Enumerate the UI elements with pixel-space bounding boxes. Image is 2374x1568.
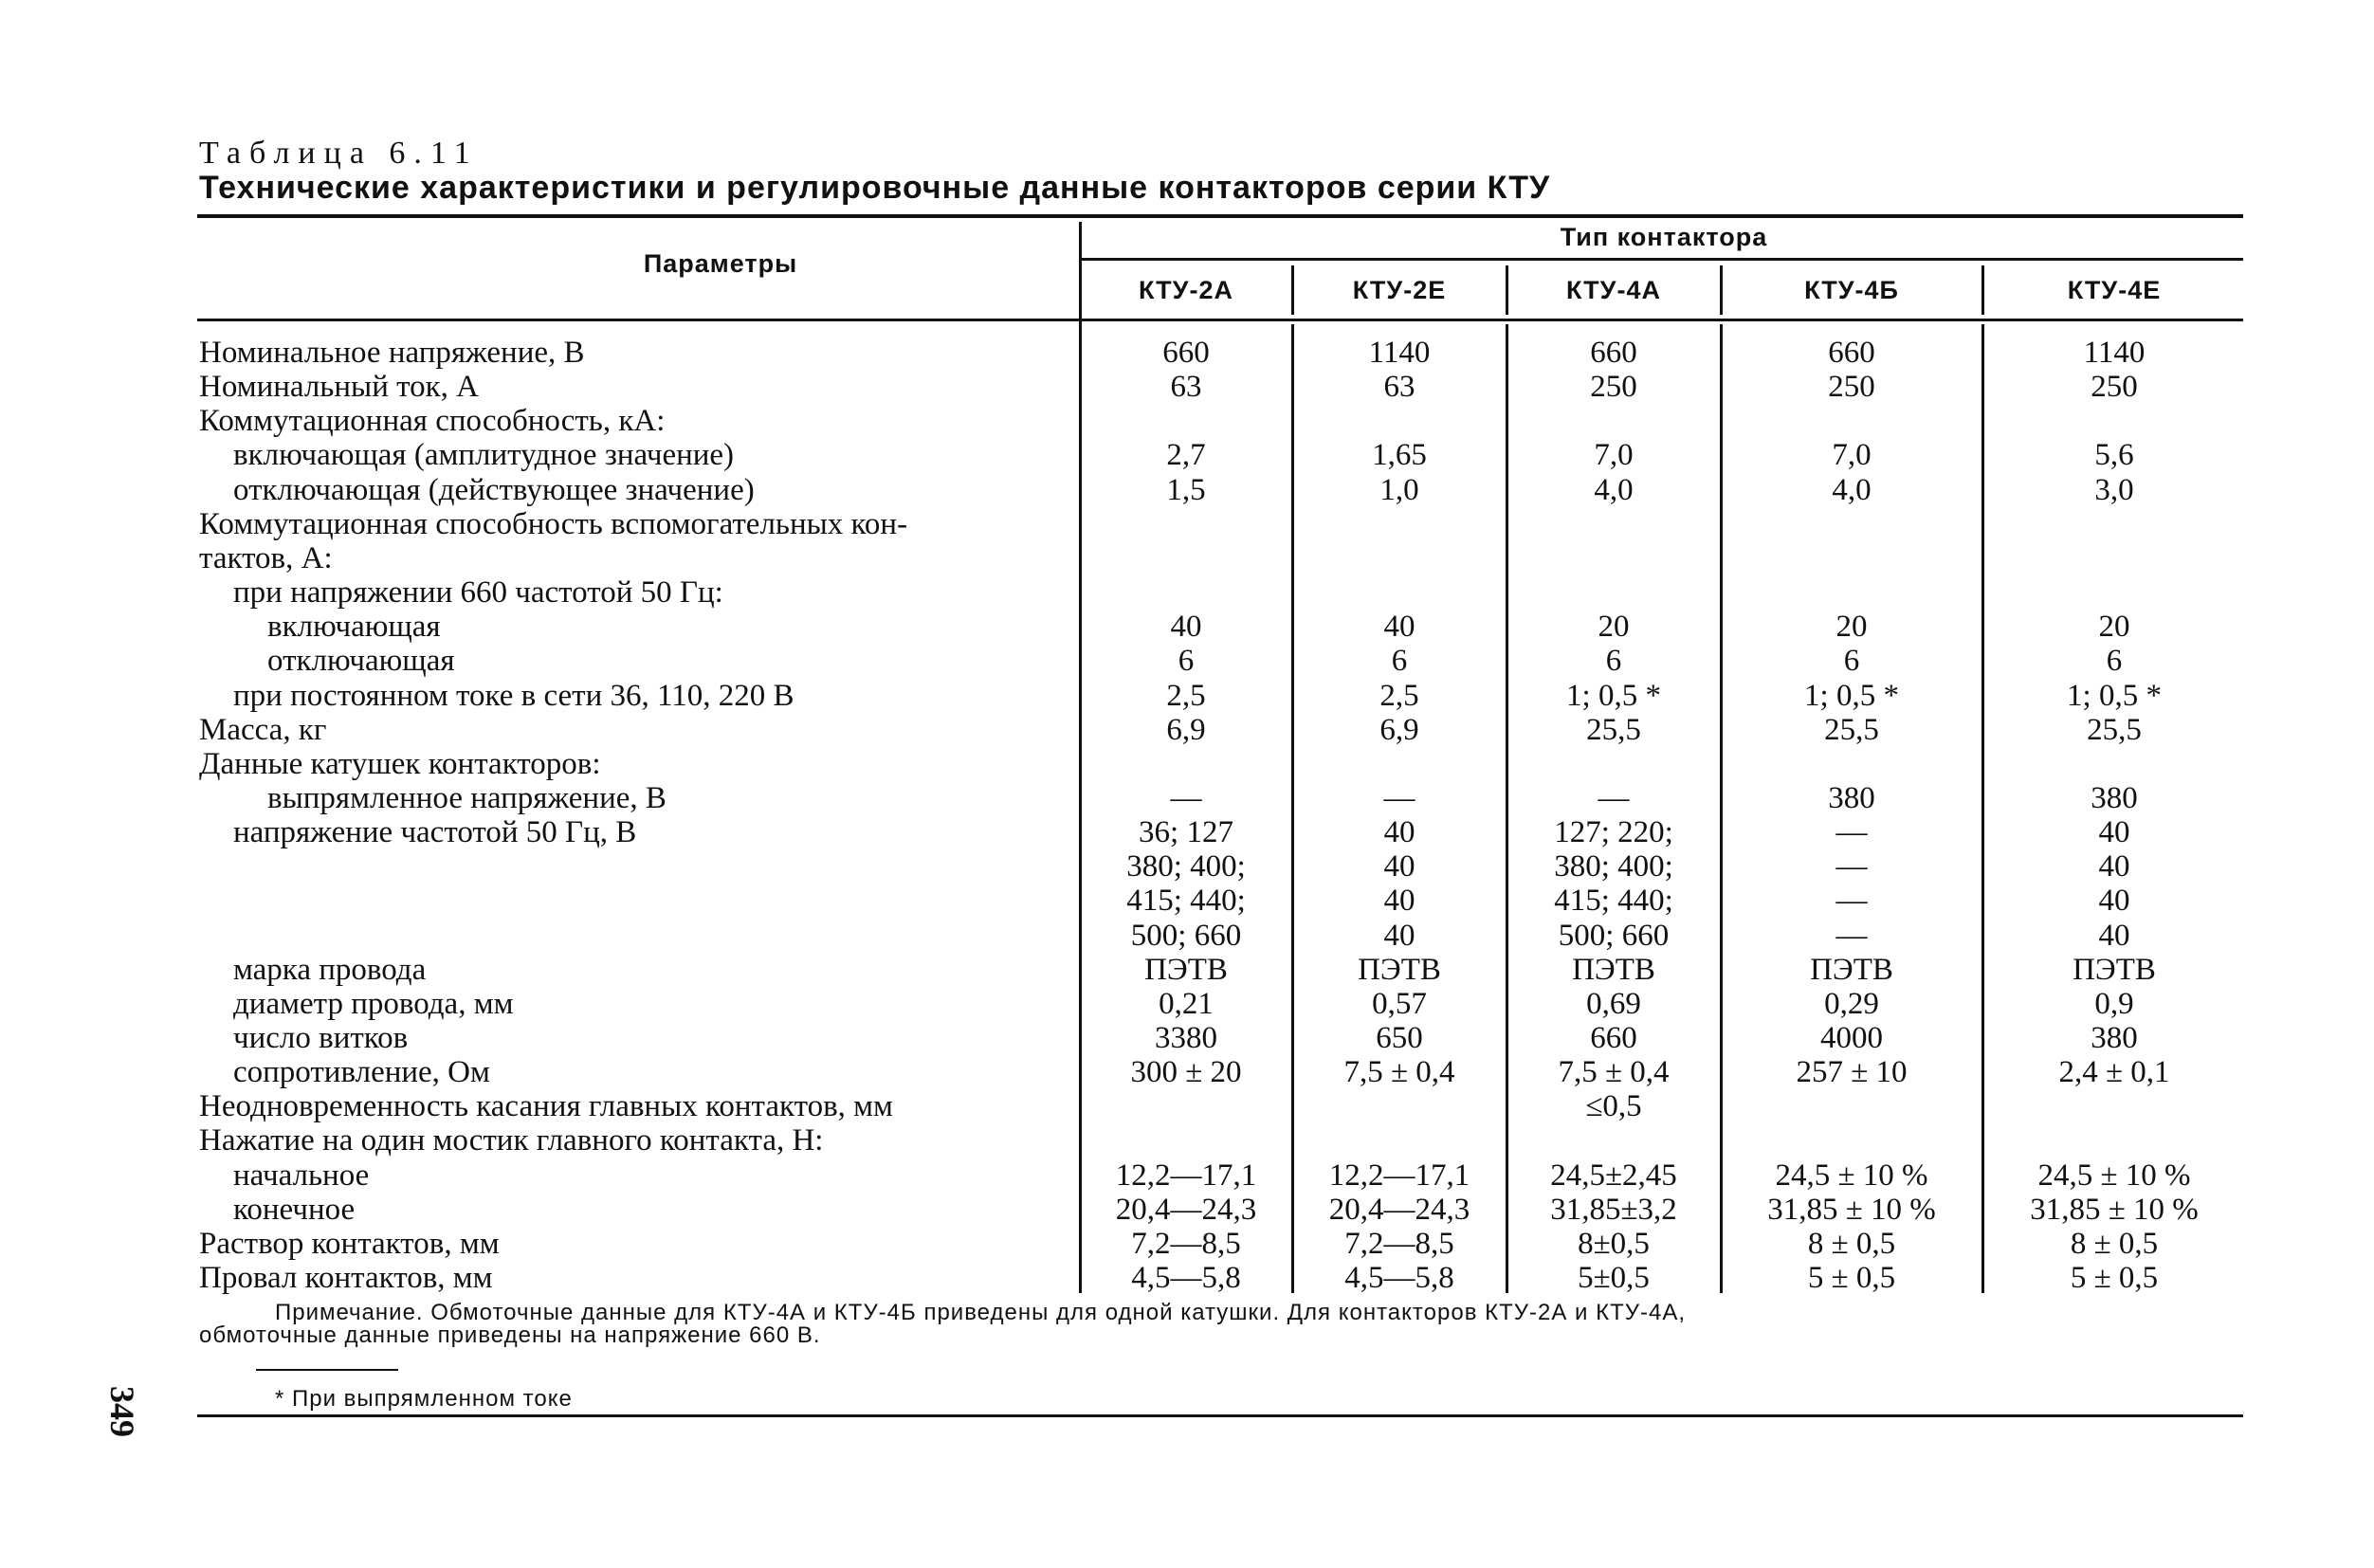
table-cell: 6 xyxy=(1391,644,1408,678)
param-label: выпрямленное напряжение, В xyxy=(267,781,667,815)
table-title: Технические характеристики и регулировочные данные контакторов серии КТУ xyxy=(199,170,1551,206)
table-cell: — xyxy=(1835,815,1868,849)
bottom-rule xyxy=(197,1414,2243,1417)
param-label: диаметр провода, мм xyxy=(233,987,514,1021)
params-divider xyxy=(1079,222,1082,1293)
table-cell: 25,5 xyxy=(1586,713,1641,747)
table-cell: 40 xyxy=(1383,919,1415,953)
table-cell: ПЭТВ xyxy=(1810,953,1893,987)
col-body-divider-2 xyxy=(1506,324,1508,1293)
column-header: КТУ-4А xyxy=(1566,276,1661,304)
table-cell: 31,85±3,2 xyxy=(1550,1193,1677,1227)
param-label: конечное xyxy=(233,1193,356,1227)
table-note: Примечание. Обмоточные данные для КТУ-4А и КТУ-4Б приведены для одной катушки. Для контакторов КТУ-2А и КТУ-4А, xyxy=(275,1300,1686,1325)
col-divider-4 xyxy=(1981,265,1984,315)
table-cell: 1140 xyxy=(1368,336,1431,370)
table-cell: 660 xyxy=(1590,1021,1637,1055)
table-label: Таблица 6.11 xyxy=(199,136,479,171)
table-cell: 380 xyxy=(2091,781,2138,815)
table-cell: 1,65 xyxy=(1372,438,1427,472)
param-label: сопротивление, Ом xyxy=(233,1055,490,1089)
table-cell: 7,5 ± 0,4 xyxy=(1558,1055,1670,1089)
table-cell: 4,5—5,8 xyxy=(1344,1261,1454,1295)
param-label: Номинальное напряжение, В xyxy=(199,336,585,370)
table-cell: 6,9 xyxy=(1379,713,1419,747)
table-cell: 40 xyxy=(1383,849,1415,884)
table-cell: 20,4—24,3 xyxy=(1328,1193,1470,1227)
param-label: при напряжении 660 частотой 50 Гц: xyxy=(233,575,723,610)
table-cell: 0,21 xyxy=(1159,987,1214,1021)
table-cell: 3380 xyxy=(1155,1021,1217,1055)
table-cell: 4,5—5,8 xyxy=(1131,1261,1241,1295)
table-cell: 257 ± 10 xyxy=(1796,1055,1908,1089)
table-cell: 40 xyxy=(2098,815,2130,849)
column-header: КТУ-2А xyxy=(1139,276,1233,304)
table-cell: 1,0 xyxy=(1379,473,1419,507)
table-cell: 250 xyxy=(1828,370,1875,404)
table-cell: 36; 127 xyxy=(1139,815,1233,849)
table-cell: 1; 0,5 * xyxy=(1566,679,1661,713)
table-cell: 2,4 ± 0,1 xyxy=(2058,1055,2170,1089)
param-label: начальное xyxy=(233,1158,370,1193)
table-cell: 415; 440; xyxy=(1126,884,1246,918)
table-cell: 1; 0,5 * xyxy=(2067,679,2162,713)
table-cell: 500; 660 xyxy=(1558,919,1670,953)
table-cell: 6 xyxy=(1605,644,1622,678)
footnote: * При выпрямленном токе xyxy=(275,1386,573,1412)
table-cell: 20,4—24,3 xyxy=(1115,1193,1257,1227)
table-cell: ПЭТВ xyxy=(1572,953,1655,987)
params-header: Параметры xyxy=(643,249,798,278)
table-cell: — xyxy=(1383,781,1415,815)
table-cell: ≤0,5 xyxy=(1585,1089,1642,1123)
table-cell: 8 ± 0,5 xyxy=(2070,1227,2159,1261)
table-cell: 7,2—8,5 xyxy=(1344,1227,1454,1261)
col-body-divider-3 xyxy=(1720,324,1723,1293)
param-label: отключающая (действующее значение) xyxy=(233,473,755,507)
table-cell: ПЭТВ xyxy=(2073,953,2156,987)
param-label: Номинальный ток, А xyxy=(199,370,479,404)
table-cell: 7,0 xyxy=(1832,438,1872,472)
table-cell: 25,5 xyxy=(1824,713,1879,747)
table-cell: 24,5 ± 10 % xyxy=(1775,1158,1928,1193)
table-cell: 5,6 xyxy=(2094,438,2134,472)
table-cell: 660 xyxy=(1590,336,1637,370)
footnote-rule xyxy=(256,1369,398,1371)
table-cell: 4,0 xyxy=(1594,473,1634,507)
table-cell: 3,0 xyxy=(2094,473,2134,507)
param-label: при постоянном токе в сети 36, 110, 220 В xyxy=(233,679,794,713)
table-cell: 250 xyxy=(2091,370,2138,404)
col-body-divider-1 xyxy=(1291,324,1294,1293)
table-cell: 250 xyxy=(1590,370,1637,404)
param-label: Провал контактов, мм xyxy=(199,1261,493,1295)
table-cell: 300 ± 20 xyxy=(1130,1055,1242,1089)
table-cell: 12,2—17,1 xyxy=(1115,1158,1257,1193)
table-cell: 6,9 xyxy=(1166,713,1206,747)
table-cell: 6 xyxy=(1843,644,1860,678)
table-cell: 40 xyxy=(1383,610,1415,644)
table-cell: 40 xyxy=(2098,919,2130,953)
param-label: Нажатие на один мостик главного контакта, Н: xyxy=(199,1123,824,1158)
table-cell: 500; 660 xyxy=(1130,919,1242,953)
table-cell: 40 xyxy=(1383,815,1415,849)
table-cell: 31,85 ± 10 % xyxy=(1767,1193,1936,1227)
table-cell: 7,5 ± 0,4 xyxy=(1343,1055,1455,1089)
param-label: число витков xyxy=(233,1021,409,1055)
param-label: марка провода xyxy=(233,953,427,987)
table-cell: 2,5 xyxy=(1166,679,1206,713)
table-cell: 660 xyxy=(1828,336,1875,370)
type-header: Тип контактора xyxy=(1560,223,1768,251)
col-divider-2 xyxy=(1506,265,1508,315)
table-cell: 8 ± 0,5 xyxy=(1807,1227,1896,1261)
param-label: Коммутационная способность, кА: xyxy=(199,404,666,438)
table-cell: 1,5 xyxy=(1166,473,1206,507)
table-cell: 40 xyxy=(1383,884,1415,918)
table-cell: 25,5 xyxy=(2087,713,2142,747)
table-cell: — xyxy=(1835,884,1868,918)
table-cell: 40 xyxy=(1170,610,1202,644)
column-header: КТУ-2Е xyxy=(1352,276,1447,304)
col-divider-3 xyxy=(1720,265,1723,315)
table-cell: ПЭТВ xyxy=(1358,953,1441,987)
table-note-continued: обмоточные данные приведены на напряжение 660 В. xyxy=(199,1322,821,1348)
table-cell: 63 xyxy=(1170,370,1202,404)
col-divider-1 xyxy=(1291,265,1294,315)
param-label: отключающая xyxy=(267,644,455,678)
table-cell: ПЭТВ xyxy=(1144,953,1228,987)
param-label: включающая xyxy=(267,610,441,644)
table-cell: 6 xyxy=(2106,644,2123,678)
table-cell: 1140 xyxy=(2083,336,2146,370)
col-body-divider-4 xyxy=(1981,324,1984,1293)
table-cell: 24,5 ± 10 % xyxy=(2037,1158,2191,1193)
table-cell: 5 ± 0,5 xyxy=(1807,1261,1896,1295)
table-cell: 20 xyxy=(1835,610,1868,644)
table-cell: 20 xyxy=(1598,610,1630,644)
header-bottom-rule xyxy=(197,319,2243,321)
table-cell: 5±0,5 xyxy=(1578,1261,1650,1295)
table-cell: 20 xyxy=(2098,610,2130,644)
table-cell: 40 xyxy=(2098,884,2130,918)
table-cell: 0,57 xyxy=(1372,987,1427,1021)
table-cell: 8±0,5 xyxy=(1578,1227,1650,1261)
table-cell: 650 xyxy=(1376,1021,1423,1055)
table-cell: 127; 220; xyxy=(1554,815,1673,849)
table-cell: — xyxy=(1598,781,1630,815)
table-cell: 415; 440; xyxy=(1554,884,1673,918)
table-cell: 40 xyxy=(2098,849,2130,884)
table-cell: 2,5 xyxy=(1379,679,1419,713)
table-cell: 660 xyxy=(1162,336,1210,370)
type-header-rule xyxy=(1081,258,2243,261)
table-cell: 12,2—17,1 xyxy=(1328,1158,1470,1193)
table-cell: 0,29 xyxy=(1824,987,1879,1021)
table-cell: 4,0 xyxy=(1832,473,1872,507)
param-label: Данные катушек контакторов: xyxy=(199,747,601,781)
param-label: включающая (амплитудное значение) xyxy=(233,438,735,472)
table-cell: 0,9 xyxy=(2094,987,2134,1021)
table-cell: 380 xyxy=(2091,1021,2138,1055)
page-number: 349 xyxy=(103,1386,141,1437)
column-header: КТУ-4Б xyxy=(1804,276,1899,304)
top-rule xyxy=(197,214,2243,218)
table-cell: 7,0 xyxy=(1594,438,1634,472)
table-cell: 380; 400; xyxy=(1554,849,1673,884)
table-cell: 31,85 ± 10 % xyxy=(2030,1193,2199,1227)
table-cell: — xyxy=(1170,781,1202,815)
param-label: тактов, А: xyxy=(199,541,333,575)
table-cell: 7,2—8,5 xyxy=(1131,1227,1241,1261)
table-cell: 5 ± 0,5 xyxy=(2070,1261,2159,1295)
column-header: КТУ-4Е xyxy=(2067,276,2162,304)
param-label: Раствор контактов, мм xyxy=(199,1227,500,1261)
param-label: напряжение частотой 50 Гц, В xyxy=(233,815,637,849)
table-cell: 63 xyxy=(1383,370,1415,404)
table-cell: 0,69 xyxy=(1586,987,1641,1021)
param-label: Коммутационная способность вспомогательных кон- xyxy=(199,507,908,541)
table-cell: 4000 xyxy=(1820,1021,1883,1055)
table-cell: 1; 0,5 * xyxy=(1804,679,1899,713)
table-cell: 2,7 xyxy=(1166,438,1206,472)
table-cell: — xyxy=(1835,849,1868,884)
table-cell: 6 xyxy=(1178,644,1195,678)
table-cell: — xyxy=(1835,919,1868,953)
param-label: Масса, кг xyxy=(199,713,327,747)
table-cell: 24,5±2,45 xyxy=(1550,1158,1677,1193)
table-cell: 380 xyxy=(1828,781,1875,815)
param-label: Неодновременность касания главных контактов, мм xyxy=(199,1089,893,1123)
table-cell: 380; 400; xyxy=(1126,849,1246,884)
